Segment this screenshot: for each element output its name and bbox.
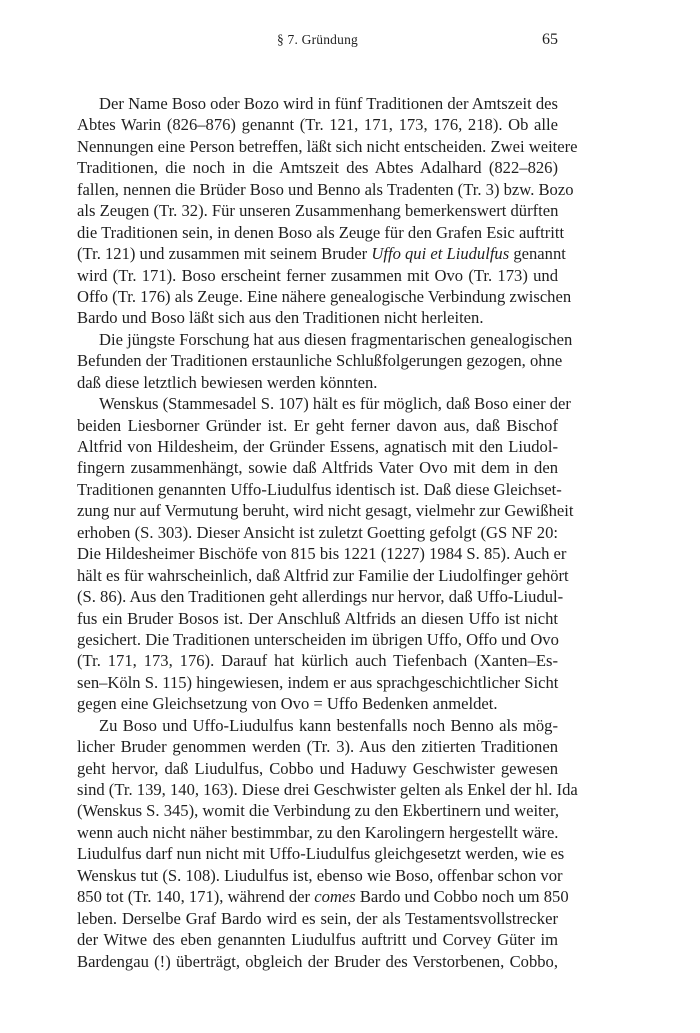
text-line: gesichert. Die Traditionen unterscheiden im übrigen Uffo, Offo und Ovo [77, 629, 559, 649]
text-line: beiden Liesborner Gründer ist. Er geht ferner davon aus, daß Bischof [77, 415, 558, 435]
text-line: (Tr. 121) und zusammen mit seinem Bruder Uffo qui et Liudulfus genannt [77, 244, 566, 264]
text-line: Altfrid von Hildesheim, der Gründer Essens, agnatisch mit den Liudol- [77, 437, 558, 456]
text-line: zung nur auf Vermutung beruht, wird nicht gesagt, vielmehr zur Gewißheit [77, 501, 574, 521]
paragraph [77, 329, 573, 393]
paragraph [77, 715, 578, 972]
text-line: geht hervor, daß Liudulfus, Cobbo und Haduwy Geschwister gewesen [77, 758, 558, 778]
text-line: daß diese letztlich bewiesen werden könnten. [77, 372, 378, 392]
text-line: Offo (Tr. 176) als Zeuge. Eine nähere genealogische Verbindung zwischen [77, 286, 572, 306]
text-line: gegen eine Gleichsetzung von Ovo = Uffo Bedenken anmeldet. [77, 694, 498, 714]
paragraph [77, 393, 574, 715]
text-line: licher Bruder genommen werden (Tr. 3). Aus den zitierten Traditionen [77, 737, 558, 757]
text-line: hält es für wahrscheinlich, daß Altfrid zur Familie der Liudolfinger gehört [77, 565, 569, 585]
text-line: 850 tot (Tr. 140, 171), während der comes Bardo und Cobbo noch um 850 [77, 887, 569, 907]
text-line: sen–Köln S. 115) hingewiesen, indem er aus sprachgeschichtlicher Sicht [77, 672, 559, 692]
running-head [77, 32, 558, 52]
text-line: Befunden der Traditionen erstaunliche Schlußfolgerungen gezogen, ohne [77, 351, 563, 371]
text-line: sind (Tr. 139, 140, 163). Diese drei Geschwister gelten als Enkel der hl. Ida [77, 780, 578, 799]
text-line: Wenskus tut (S. 108). Liudulfus ist, ebenso wie Boso, offenbar schon vor [77, 865, 563, 885]
text-line: (Wenskus S. 345), womit die Verbindung zu den Ekbertinern und weiter, [77, 801, 560, 821]
text-line: Zu Boso und Uffo-Liudulfus kann bestenfalls noch Benno als mög- [99, 715, 558, 735]
paragraph [77, 93, 578, 329]
text-line: Bardengau (!) überträgt, obgleich der Bruder des Verstorbenen, Cobbo, [77, 951, 558, 971]
text-line: fingern zusammenhängt, sowie daß Altfrids Vater Ovo mit dem in den [77, 458, 558, 478]
text-line: (S. 86). Aus den Traditionen geht allerdings nur hervor, daß Uffo-Liudul- [77, 587, 564, 607]
body-text [77, 93, 578, 972]
text-line: Liudulfus darf nun nicht mit Uffo-Liudulfus gleichgesetzt werden, wie es [77, 844, 565, 864]
text-line: die Traditionen sein, in denen Boso als Zeuge für den Grafen Esic auftritt [77, 222, 565, 242]
text-line: Die jüngste Forschung hat aus diesen fragmentarischen genealogischen [99, 329, 573, 349]
text-line: (Tr. 171, 173, 176). Darauf hat kürlich auch Tiefenbach (Xanten–Es- [77, 651, 558, 671]
text-line: Die Hildesheimer Bischöfe von 815 bis 1221 (1227) 1984 S. 85). Auch er [77, 544, 567, 564]
text-line: Bardo und Boso läßt sich aus den Traditionen nicht herleiten. [77, 308, 484, 328]
text-line: fus ein Bruder Bosos ist. Der Anschluß Altfrids an diesen Uffo ist nicht [77, 608, 558, 628]
italic-term: comes [314, 887, 356, 907]
text-line: leben. Derselbe Graf Bardo wird es sein, der als Testamentsvollstrecker [77, 908, 558, 928]
running-title: § 7. Gründung [277, 32, 358, 47]
text-line: als Zeugen (Tr. 32). Für unseren Zusammenhang bemerkenswert dürften [77, 201, 559, 221]
text-line: erhoben (S. 303). Dieser Ansicht ist zuletzt Goetting gefolgt (GS NF 20: [77, 522, 558, 542]
italic-term: Uffo qui et Liudulfus [371, 244, 510, 264]
text-line: Traditionen, die noch in die Amtszeit des Abtes Adalhard (822–826) [77, 158, 558, 178]
text-line: Nennungen eine Person betreffen, läßt sich nicht entscheiden. Zwei weitere [77, 136, 578, 156]
text-line: Wenskus (Stammesadel S. 107) hält es für möglich, daß Boso einer der [99, 394, 571, 414]
text-line: wenn auch nicht näher bestimmbar, zu den Karolingern hergestellt wäre. [77, 822, 559, 842]
text-line: wird (Tr. 171). Boso erscheint ferner zusammen mit Ovo (Tr. 173) und [77, 265, 558, 285]
text-line: Abtes Warin (826–876) genannt (Tr. 121, 171, 173, 176, 218). Ob alle [77, 115, 558, 135]
page-number: 65 [542, 31, 558, 48]
text-line: Traditionen genannten Uffo-Liudulfus identisch ist. Daß diese Gleichset- [77, 479, 562, 499]
text-line: der Witwe des eben genannten Liudulfus auftritt und Corvey Güter im [77, 930, 558, 950]
text-line: fallen, nennen die Brüder Boso und Benno als Tradenten (Tr. 3) bzw. Bozo [77, 179, 574, 199]
text-line: Der Name Boso oder Bozo wird in fünf Traditionen der Amtszeit des [99, 94, 558, 113]
